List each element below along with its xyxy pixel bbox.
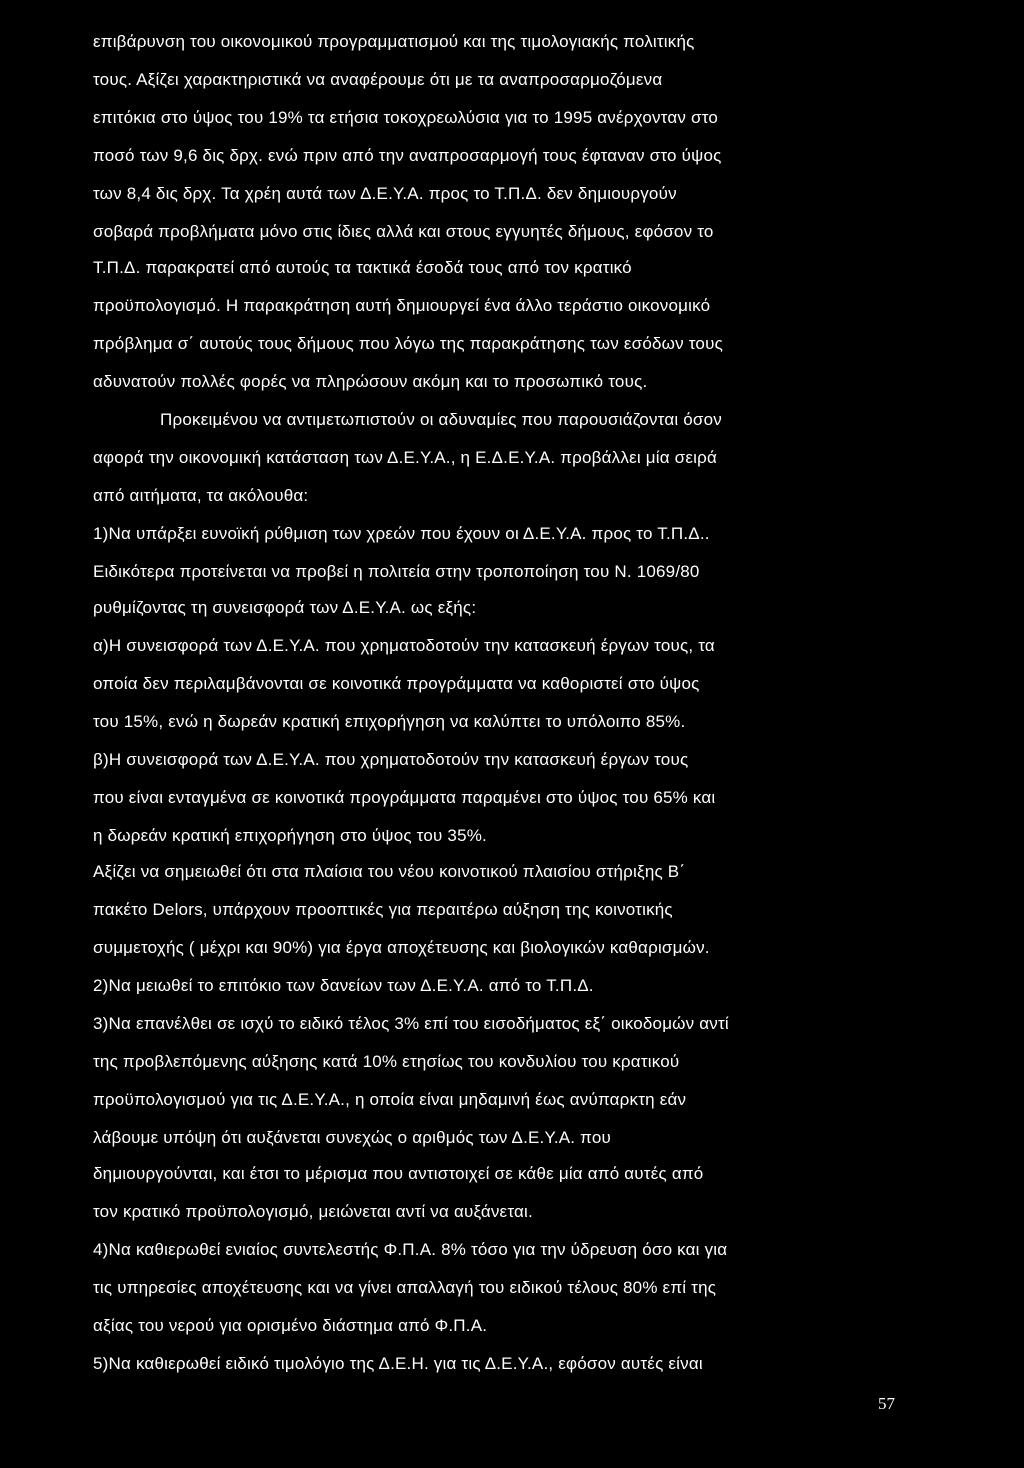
text-line: οποία δεν περιλαμβάνονται σε κοινοτικά προγράμματα να καθοριστεί στο ύψος [93, 674, 700, 693]
text-line: ποσό των 9,6 δις δρχ. ενώ πριν από την αναπροσαρμογή τους έφταναν στο ύψος [93, 146, 722, 165]
text-line: Αξίζει να σημειωθεί ότι στα πλαίσια του νέου κοινοτικού πλαισίου στήριξης Β΄ [93, 862, 686, 881]
text-line: που είναι ενταγμένα σε κοινοτικά προγράμματα παραμένει στο ύψος του 65% και [93, 788, 716, 807]
text-line: 2)Να μειωθεί το επιτόκιο των δανείων των Δ.Ε.Υ.Α. από το Τ.Π.Δ. [93, 976, 594, 995]
text-line: ρυθμίζοντας τη συνεισφορά των Δ.Ε.Υ.Α. ως εξής: [93, 598, 477, 617]
text-line: 5)Να καθιερωθεί ειδικό τιμολόγιο της Δ.Ε.Η. για τις Δ.Ε.Υ.Α., εφόσον αυτές είναι [93, 1354, 703, 1373]
text-line: αξίας του νερού για ορισμένο διάστημα από Φ.Π.Α. [93, 1316, 488, 1335]
text-line: Προκειμένου να αντιμετωπιστούν οι αδυναμίες που παρουσιάζονται όσον [160, 410, 722, 429]
text-line: τους. Αξίζει χαρακτηριστικά να αναφέρουμε ότι με τα αναπροσαρμοζόμενα [93, 70, 663, 89]
text-line: συμμετοχής ( μέχρι και 90%) για έργα αποχέτευσης και βιολογικών καθαρισμών. [93, 938, 710, 957]
text-line: 4)Να καθιερωθεί ενιαίος συντελεστής Φ.Π.Α. 8% τόσο για την ύδρευση όσο και για [93, 1240, 728, 1259]
text-line: δημιουργούνται, και έτσι το μέρισμα που αντιστοιχεί σε κάθε μία από αυτές από [93, 1164, 704, 1183]
text-line: β)Η συνεισφορά των Δ.Ε.Υ.Α. που χρηματοδοτούν την κατασκευή έργων τους [93, 750, 689, 769]
text-line: 1)Να υπάρξει ευνοϊκή ρύθμιση των χρεών που έχουν οι Δ.Ε.Υ.Α. προς το Τ.Π.Δ.. [93, 524, 710, 543]
text-line: σοβαρά προβλήματα μόνο στις ίδιες αλλά και στους εγγυητές δήμους, εφόσον το [93, 222, 714, 241]
page-number: 57 [878, 1394, 895, 1413]
text-line: Τ.Π.Δ. παρακρατεί από αυτούς τα τακτικά έσοδά τους από τον κρατικό [93, 258, 632, 277]
text-line: τις υπηρεσίες αποχέτευσης και να γίνει απαλλαγή του ειδικού τέλους 80% επί της [93, 1278, 717, 1297]
text-line: α)Η συνεισφορά των Δ.Ε.Υ.Α. που χρηματοδοτούν την κατασκευή έργων τους, τα [93, 636, 715, 655]
text-line: επιτόκια στο ύψος του 19% τα ετήσια τοκοχρεωλύσια για το 1995 ανέρχονταν στο [93, 108, 719, 127]
text-line: 3)Να επανέλθει σε ισχύ το ειδικό τέλος 3% επί του εισοδήματος εξ΄ οικοδομών αντί [93, 1014, 729, 1033]
text-line: του 15%, ενώ η δωρεάν κρατική επιχορήγηση να καλύπτει το υπόλοιπο 85%. [93, 712, 686, 731]
text-line: προϋπολογισμό. Η παρακράτηση αυτή δημιουργεί ένα άλλο τεράστιο οικονομικό [93, 296, 711, 315]
text-line: προϋπολογισμού για τις Δ.Ε.Υ.Α., η οποία είναι μηδαμινή έως ανύπαρκτη εάν [93, 1090, 687, 1109]
text-line: πρόβλημα σ΄ αυτούς τους δήμους που λόγω της παρακράτησης των εσόδων τους [93, 334, 723, 353]
text-line: τον κρατικό προϋπολογισμό, μειώνεται αντί να αυξάνεται. [93, 1202, 533, 1221]
text-line: από αιτήματα, τα ακόλουθα: [93, 486, 309, 505]
text-line: πακέτο Delors, υπάρχουν προοπτικές για περαιτέρω αύξηση της κοινοτικής [93, 900, 673, 919]
text-line: επιβάρυνση του οικονομικού προγραμματισμού και της τιμολογιακής πολιτικής [93, 32, 695, 51]
text-line: η δωρεάν κρατική επιχορήγηση στο ύψος του 35%. [93, 826, 487, 845]
text-line: αφορά την οικονομική κατάσταση των Δ.Ε.Υ.Α., η Ε.Δ.Ε.Υ.Α. προβάλλει μία σειρά [93, 448, 718, 467]
text-line: της προβλεπόμενης αύξησης κατά 10% ετησίως του κονδυλίου του κρατικού [93, 1052, 680, 1071]
text-line: των 8,4 δις δρχ. Τα χρέη αυτά των Δ.Ε.Υ.Α. προς το Τ.Π.Δ. δεν δημιουργούν [93, 184, 677, 203]
text-line: Ειδικότερα προτείνεται να προβεί η πολιτεία στην τροποποίηση του Ν. 1069/80 [93, 562, 700, 581]
text-line: λάβουμε υπόψη ότι αυξάνεται συνεχώς ο αριθμός των Δ.Ε.Υ.Α. που [93, 1128, 611, 1147]
text-line: αδυνατούν πολλές φορές να πληρώσουν ακόμη και το προσωπικό τους. [93, 372, 648, 391]
